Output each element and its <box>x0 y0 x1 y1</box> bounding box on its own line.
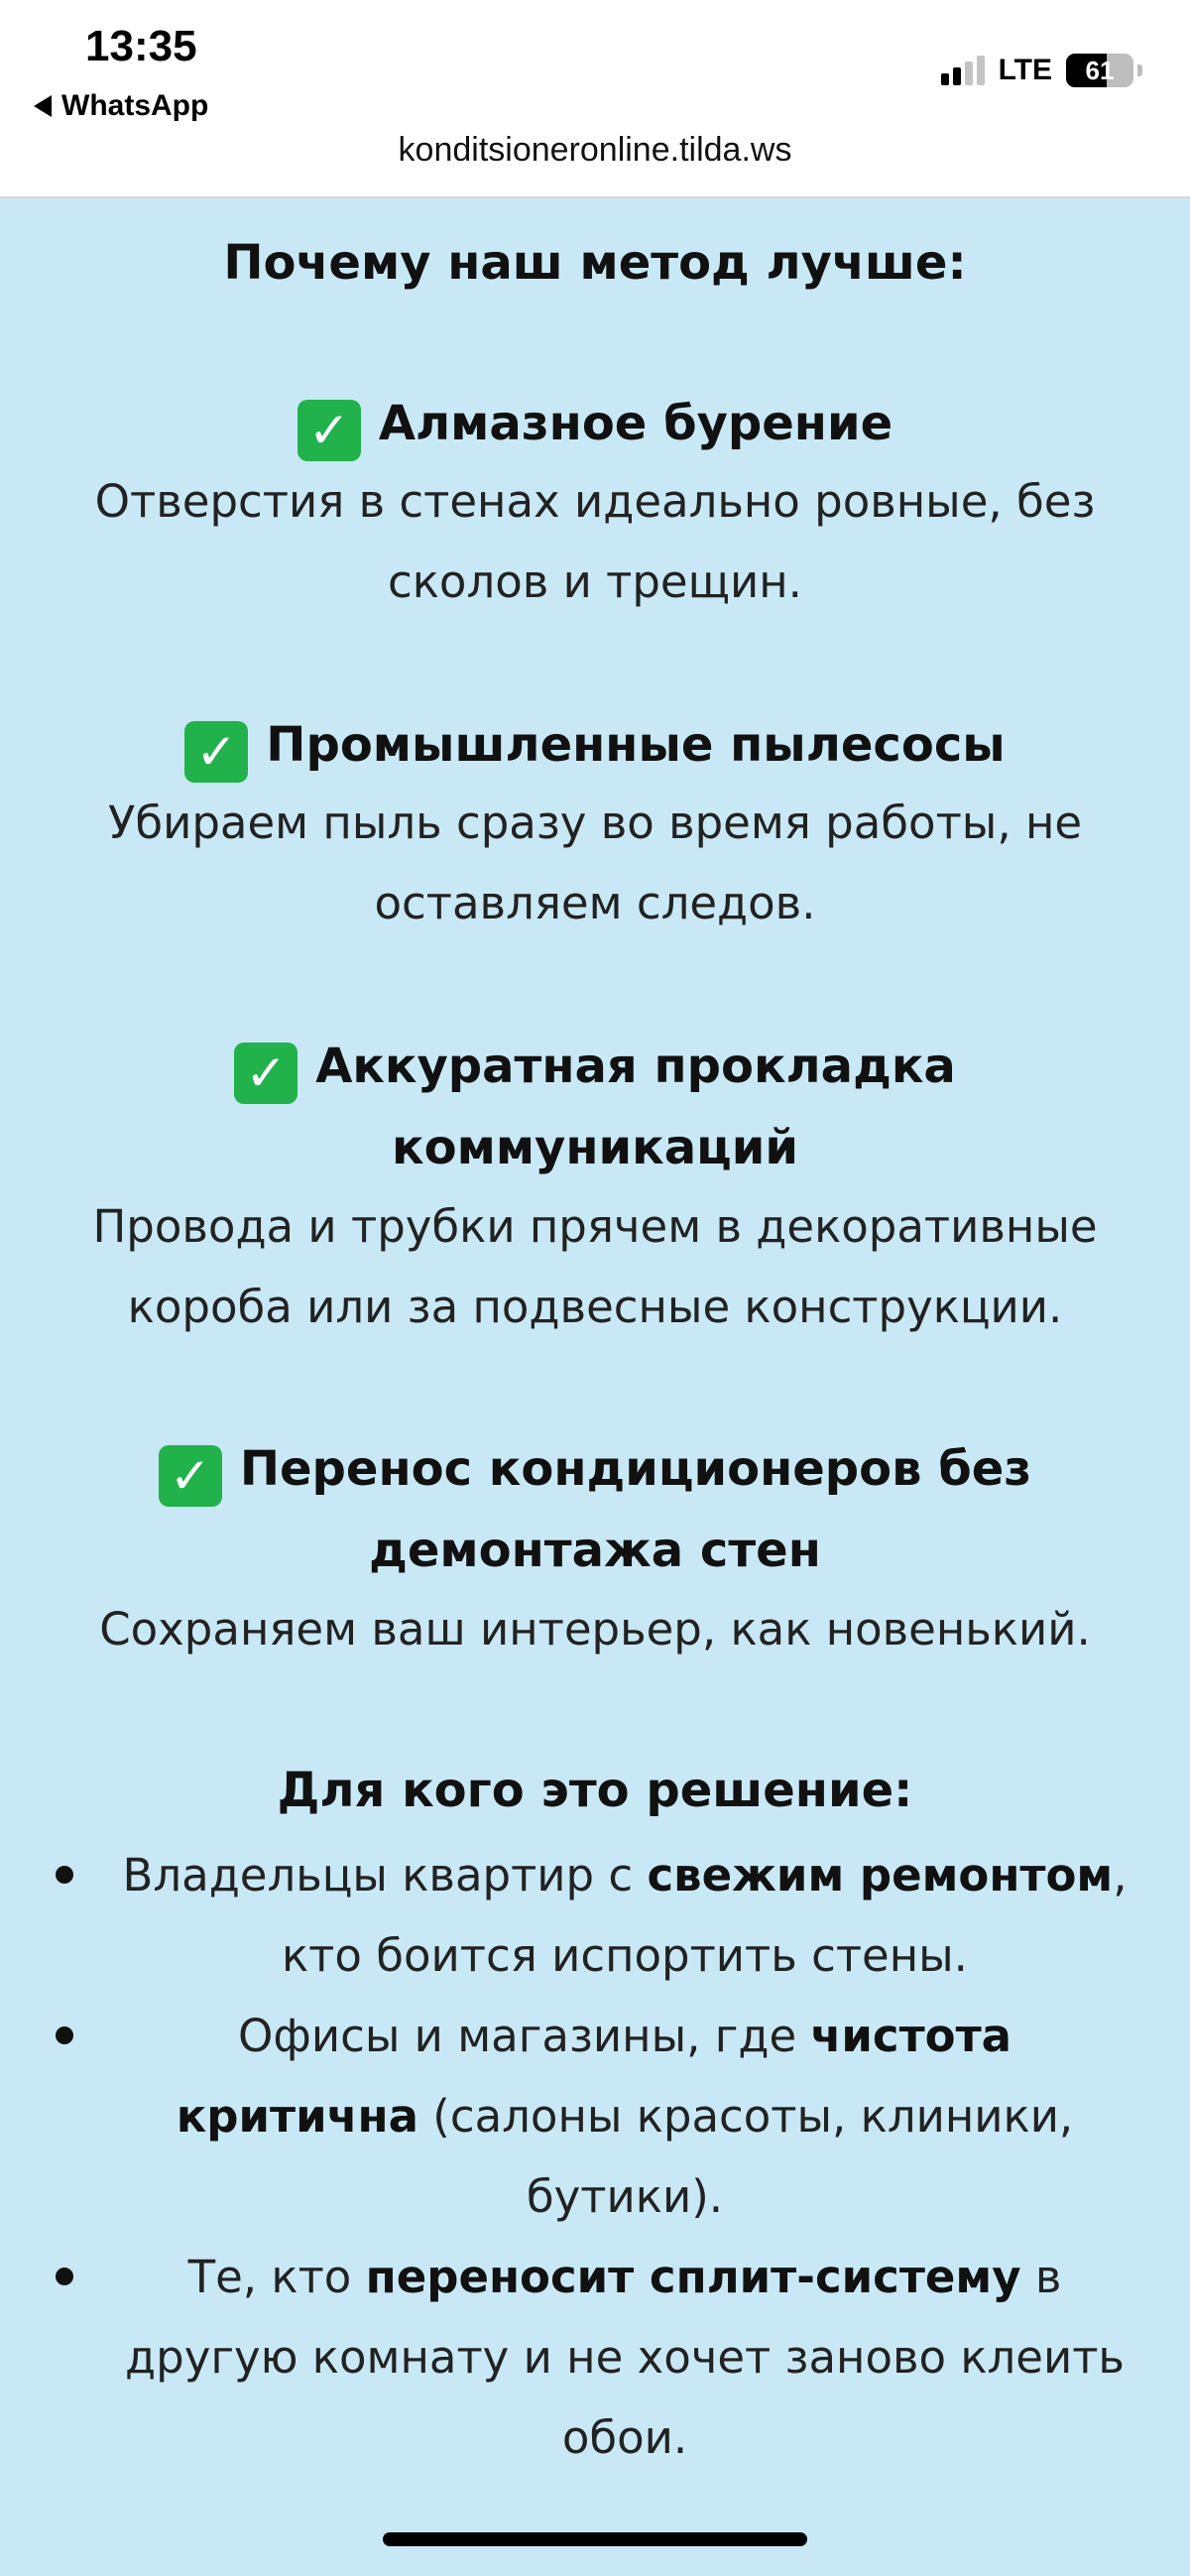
back-to-app-button[interactable] <box>34 89 208 123</box>
address-bar-url[interactable]: konditsioneronline.tilda.ws <box>398 131 792 169</box>
status-indicators <box>941 54 1142 87</box>
feature-title-communications: ✓ Аккуратная прокладка коммуникаций <box>60 1026 1130 1188</box>
bullet-dot-icon <box>56 1866 73 1884</box>
back-app-label: WhatsApp <box>61 89 209 122</box>
browser-top-bar <box>0 0 1190 198</box>
benefits-heading: Почему наш метод лучше: <box>223 235 967 291</box>
list-item: Офисы и магазины, где чистота критична (салоны красоты, клиники, бутики). <box>0 1996 1190 2237</box>
list-item: Владельцы квартир с свежим ремонтом, кто боится испортить стены. <box>0 1835 1190 1996</box>
bullet-dot-icon <box>56 2268 73 2285</box>
feature-desc-relocation: Сохраняем ваш интерьер, как новенький. <box>99 1603 1091 1656</box>
audience-heading: Для кого это решение: <box>277 1763 913 1818</box>
check-mark-icon: ✓ <box>298 400 361 461</box>
battery-cap <box>1137 64 1142 76</box>
feature-desc-diamond-drilling: Отверстия в стенах идеально ровные, без сколов и трещин. <box>94 475 1096 608</box>
battery-icon <box>1066 54 1133 87</box>
feature-desc-communications: Провода и трубки прячем в декоративные короба или за подвесные конструкции. <box>92 1200 1098 1333</box>
status-time: 13:35 <box>85 22 197 70</box>
feature-desc-vacuum: Убираем пыль сразу во время работы, не оставляем следов. <box>107 797 1083 929</box>
feature-title-diamond-drilling: ✓ Алмазное бурение <box>60 383 1130 464</box>
check-mark-icon: ✓ <box>184 721 248 783</box>
cellular-signal-icon <box>941 56 985 85</box>
bullet-dot-icon <box>56 2026 73 2044</box>
battery-percent: 61 <box>1085 55 1115 85</box>
check-mark-icon: ✓ <box>234 1043 298 1104</box>
check-mark-icon: ✓ <box>159 1445 222 1507</box>
feature-title-relocation: ✓ Перенос кондиционеров без демонтажа стен <box>60 1428 1130 1591</box>
list-item: Те, кто переносит сплит-систему в другую комнату и не хочет заново клеить обои. <box>0 2237 1190 2478</box>
audience-list <box>0 1835 1190 2478</box>
home-indicator[interactable] <box>383 2532 807 2546</box>
network-type: LTE <box>998 54 1052 86</box>
back-triangle-icon <box>34 95 52 117</box>
feature-title-vacuum: ✓ Промышленные пылесосы <box>60 704 1130 786</box>
